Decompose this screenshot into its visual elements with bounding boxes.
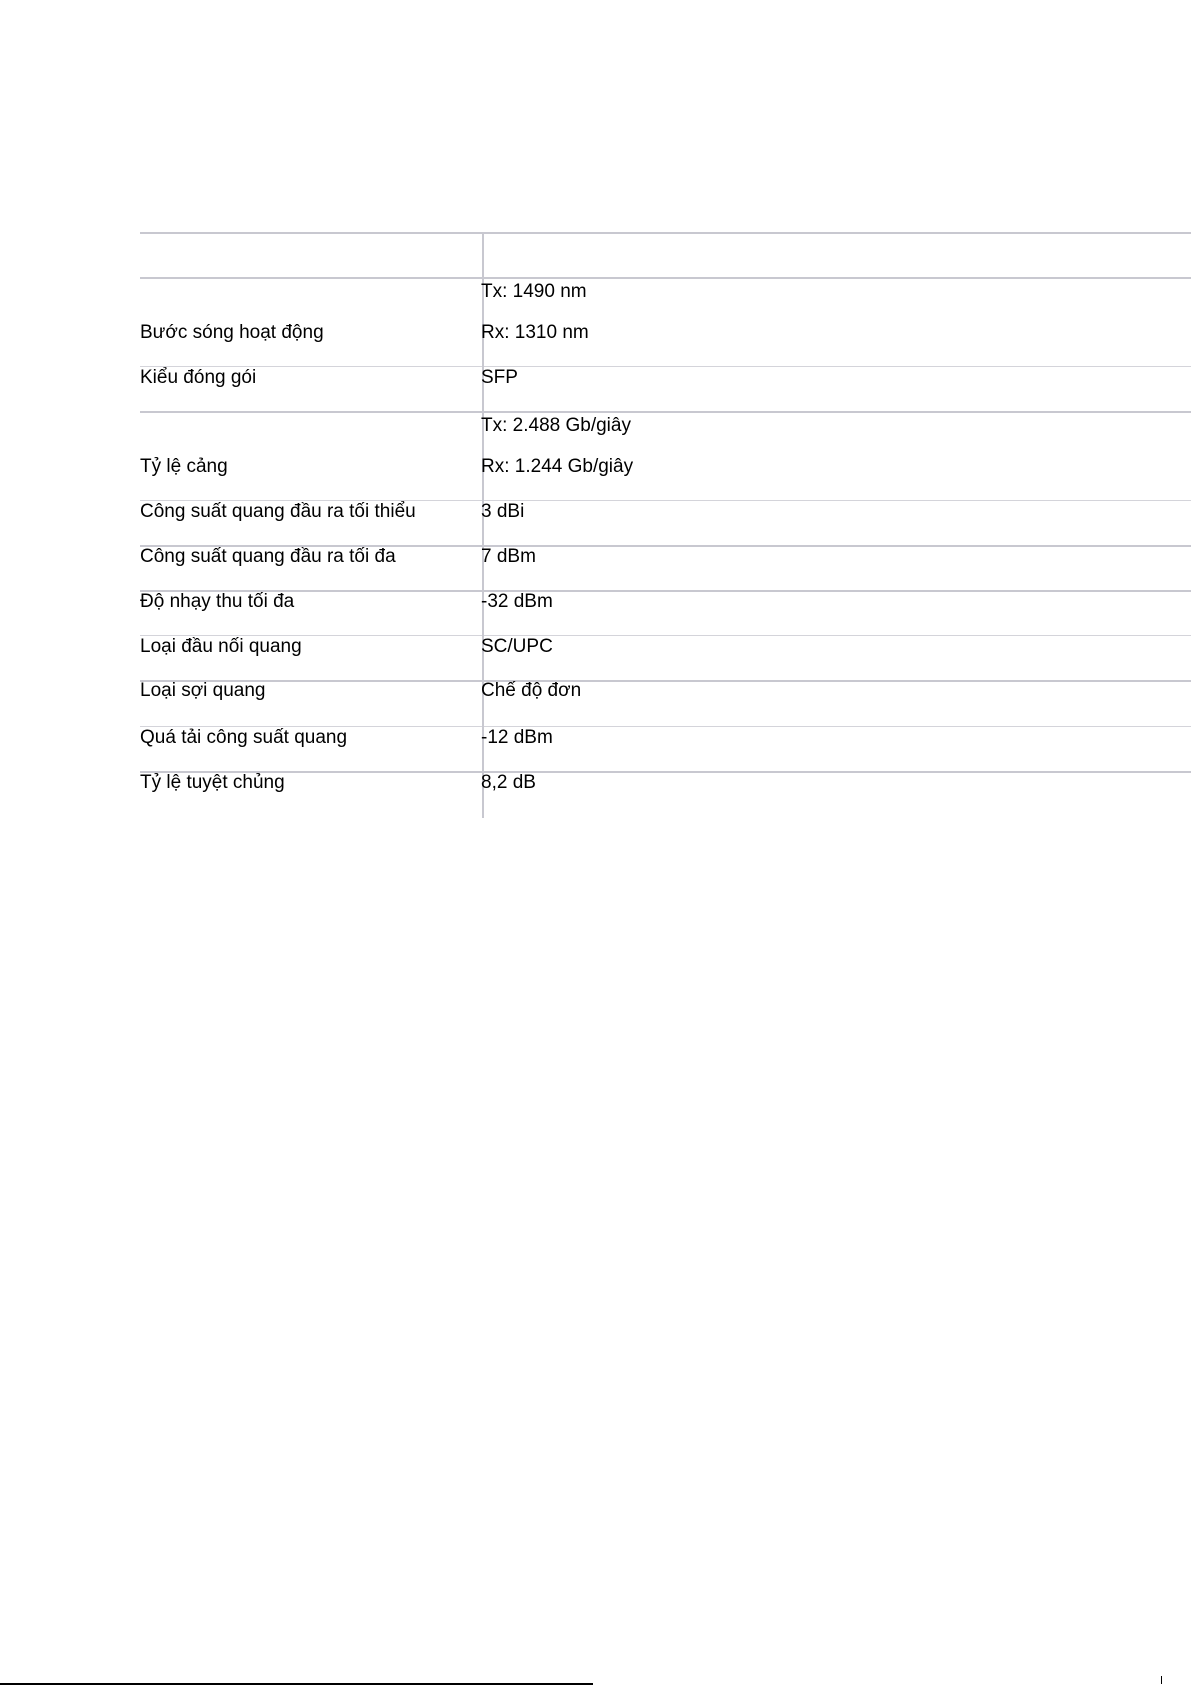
row-divider [140,411,1191,413]
row-value-rx-rate: Rx: 1.244 Gb/giây [481,456,634,477]
row-label-max-sensitivity: Độ nhạy thu tối đa [140,591,295,612]
row-label-operating-wavelength: Bước sóng hoạt động [140,322,324,343]
row-value-tx-rate: Tx: 2.488 Gb/giây [481,415,631,436]
row-label-connector-type: Loại đầu nối quang [140,636,302,657]
row-label-optical-overload: Quá tải công suất quang [140,727,348,748]
row-value-connector-type: SC/UPC [481,636,553,657]
row-label-port-rate: Tỷ lệ cảng [140,456,228,477]
row-divider [140,366,1191,367]
row-label-min-output-power: Công suất quang đầu ra tối thiểu [140,501,416,522]
row-divider [140,680,1191,682]
row-value-rx-wavelength: Rx: 1310 nm [481,322,589,343]
row-divider [140,771,1191,773]
corner-mark [1161,1676,1162,1684]
table-top-border [140,232,1191,234]
row-label-extinction-ratio: Tỷ lệ tuyệt chủng [140,772,285,793]
row-value-tx-wavelength: Tx: 1490 nm [481,281,587,302]
row-divider [140,590,1191,592]
row-value-package-type: SFP [481,367,518,388]
row-divider [140,277,1191,279]
row-value-extinction-ratio: 8,2 dB [481,772,536,793]
row-value-fiber-type: Chế độ đơn [481,680,582,701]
row-value-max-sensitivity: -32 dBm [481,591,553,612]
row-label-max-output-power: Công suất quang đầu ra tối đa [140,546,396,567]
row-label-fiber-type: Loại sợi quang [140,680,266,701]
row-value-max-output-power: 7 dBm [481,546,536,567]
row-label-package-type: Kiểu đóng gói [140,367,257,388]
row-value-optical-overload: -12 dBm [481,727,553,748]
row-value-min-output-power: 3 dBi [481,501,525,522]
